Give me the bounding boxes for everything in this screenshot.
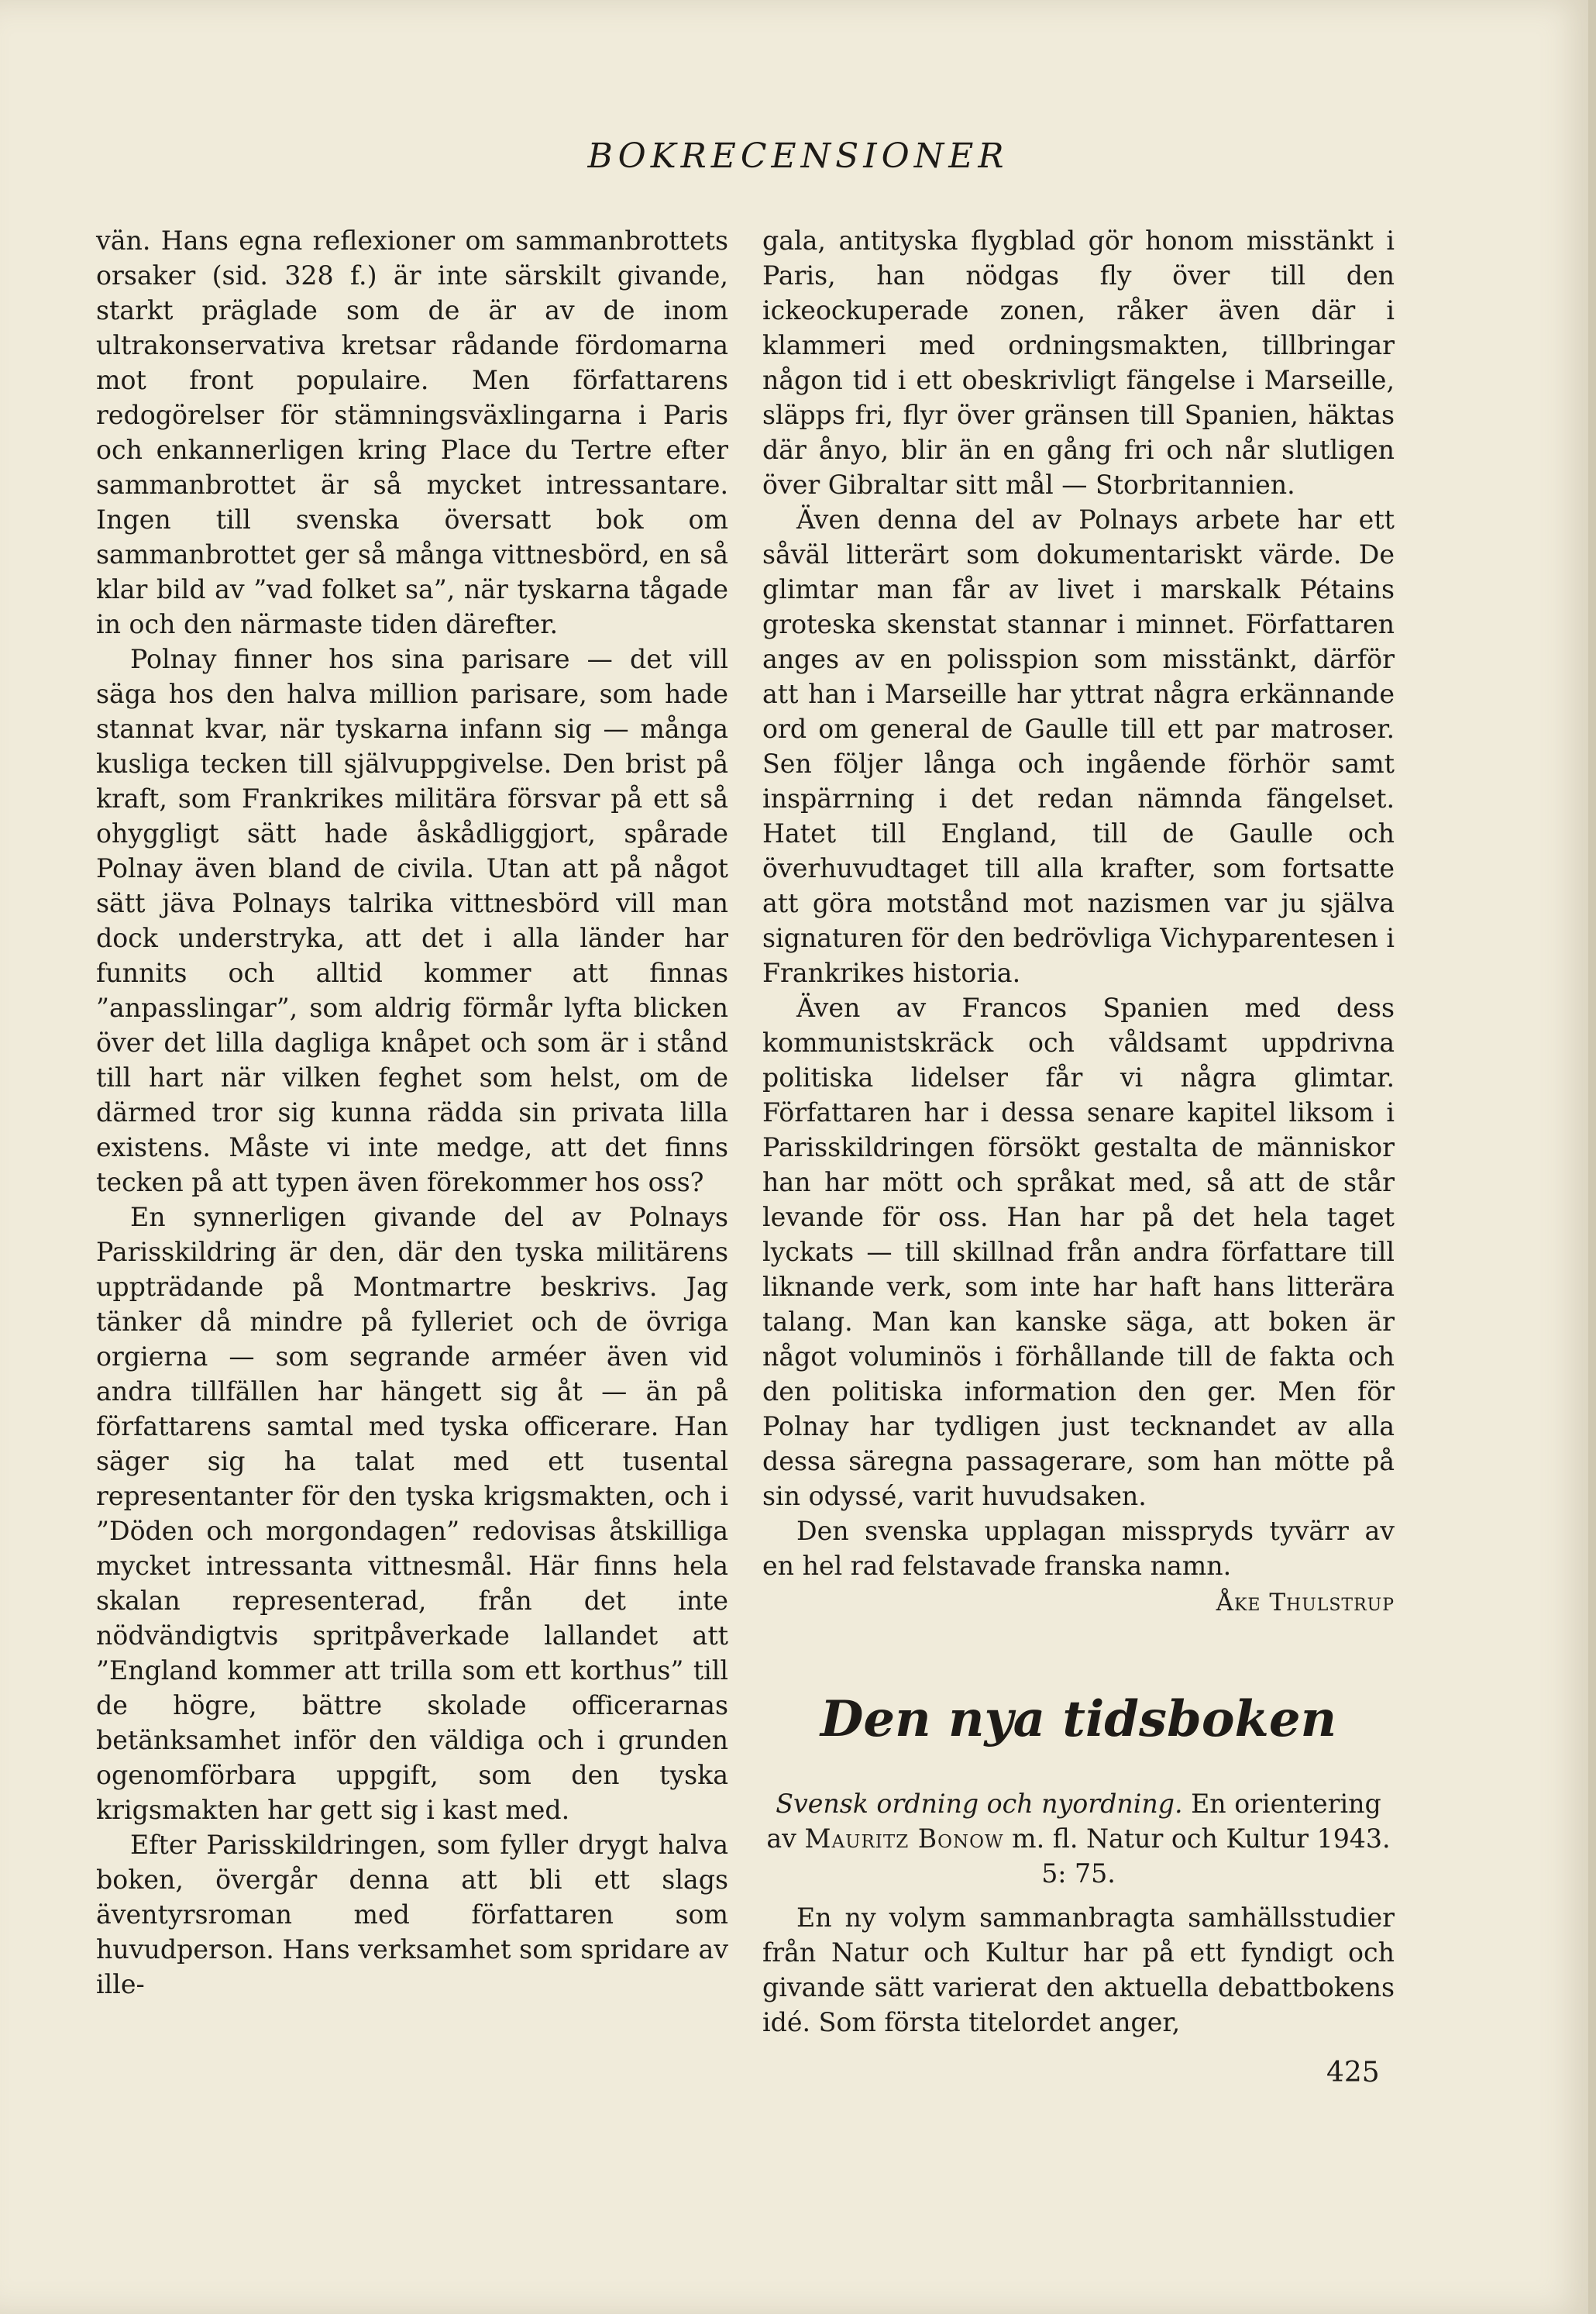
- page-edge-shadow: [1588, 0, 1596, 2314]
- paragraph: vän. Hans egna reflexioner om sammanbrottets orsaker (sid. 328 f.) är inte särskilt givande, starkt präglade som de är av de inom ultrakonservativa kretsar rådande fördomarna mot front populaire. Men författarens redogörelser för stämningsväxlingarna i Paris och enkannerligen kring Place du Tertre efter sammanbrottet är så mycket intressantare. Ingen till svenska översatt bok om sammanbrottet ger så många vittnesbörd, en så klar bild av ”vad folket sa”, när tyskarna tågade in och den närmaste tiden därefter.: [96, 226, 728, 639]
- review-title: Den nya tidsboken: [820, 1690, 1337, 1748]
- right-column: [762, 223, 1395, 2040]
- page-number: 425: [1326, 2057, 1380, 2088]
- book-author: Mauritz Bonow: [804, 1823, 1004, 1854]
- paragraph: Polnay finner hos sina parisare — det vill säga hos den halva million parisare, som hade stannat kvar, när tyskarna infann sig — många kusliga tecken till självuppgivelse. Den brist på kraft, som Frankrikes militära försvar på ett så ohyggligt sätt hade åskådliggjort, spårade Polnay även bland de civila. Utan att på något sätt jäva Polnays talrika vittnesbörd vill man dock understryka, att det i alla länder har funnits och alltid kommer att finnas ”anpasslingar”, som aldrig förmår lyfta blicken över det lilla dagliga knåpet och som är i stånd till hart när vilken feghet som helst, om de därmed tror sig kunna rädda sin privata lilla existens. Måste vi inte medge, att det finns tecken på att typen även förekommer hos oss?: [96, 644, 728, 1197]
- paragraph: Även av Francos Spanien med dess kommunistskräck och våldsamt uppdrivna politiska lidelser får vi några glimtar. Författaren har i dessa senare kapitel liksom i Parisskildringen försökt gestalta de människor han har mött och språkat med, så att de står levande för oss. Han har på det hela taget lyckats — till skillnad från andra författare till liknande verk, som inte har haft hans litterära talang. Man kan kanske säga, att boken är något voluminös i förhållande till de fakta och den politiska information den ger. Men för Polnay har tydligen just tecknandet av alla dessa säregna passagerare, som han mötte på sin odyssé, varit huvudsaken.: [762, 993, 1395, 1511]
- book-info-text: En orientering av: [766, 1789, 1381, 1854]
- book-title: Svensk ordning och nyordning.: [776, 1789, 1183, 1819]
- paragraph: En ny volym sammanbragta samhällsstudier från Natur och Kultur har på ett fyndigt och givande sätt varierat den aktuella debattbokens idé. Som första titelordet anger,: [762, 1903, 1395, 2037]
- reviewer-signature: Åke Thulstrup: [1216, 1589, 1395, 1617]
- paragraph: En synnerligen givande del av Polnays Parisskildring är den, där den tyska militärens uppträdande på Montmartre beskrivs. Jag tänker då mindre på fylleriet och de övriga orgierna — som segrande arméer även vid andra tillfällen har hängett sig åt — än på författarens samtal med tyska officerare. Han säger sig ha talat med ett tusental representanter för den tyska krigsmakten, och i ”Döden och morgondagen” redovisas åtskilliga mycket intressanta vittnesmål. Här finns hela skalan representerad, från det inte nödvändigtvis spritpåverkade lallandet att ”England kommer att trilla som ett korthus” till de högre, bättre skolade officerarnas betänksamhet inför den väldiga och i grunden ogenomförbara uppgift, som den tyska krigsmakten har gett sig i kast med.: [96, 1202, 728, 1825]
- book-citation: [762, 1786, 1395, 1891]
- paragraph: Den svenska upplagan misspryds tyvärr av en hel rad felstavade franska namn.: [762, 1516, 1395, 1581]
- paragraph: Efter Parisskildringen, som fyller drygt halva boken, övergår denna att bli ett slags äventyrsroman med författaren som huvudperson. Hans verksamhet som spridare av ille-: [96, 1830, 728, 1999]
- running-head: BOKRECENSIONER: [587, 136, 1009, 176]
- left-column: [96, 223, 728, 2002]
- book-info-text: m. fl. Natur och Kultur 1943. 5: 75.: [1003, 1823, 1391, 1889]
- paragraph: gala, antityska flygblad gör honom misstänkt i Paris, han nödgas fly över till den ickeockuperade zonen, råker även där i klammeri med ordningsmakten, tillbringar någon tid i ett obeskrivligt fängelse i Marseille, släpps fri, flyr över gränsen till Spanien, häktas där ånyo, blir än en gång fri och når slutligen över Gibraltar sitt mål — Storbritannien.: [762, 226, 1395, 500]
- paragraph: Även denna del av Polnays arbete har ett såväl litterärt som dokumentariskt värde. De glimtar man får av livet i marskalk Pétains groteska skenstat stannar i minnet. Författaren anges av en polisspion som misstänkt, därför att han i Marseille har yttrat några erkännande ord om general de Gaulle till ett par matroser. Sen följer långa och ingående förhör samt inspärrning i det redan nämnda fängelset. Hatet till England, till de Gaulle och överhuvudtaget till alla krafter, som fortsatte att göra motstånd mot nazismen var ju själva signaturen för den bedrövliga Vichyparentesen i Frankrikes historia.: [762, 504, 1395, 988]
